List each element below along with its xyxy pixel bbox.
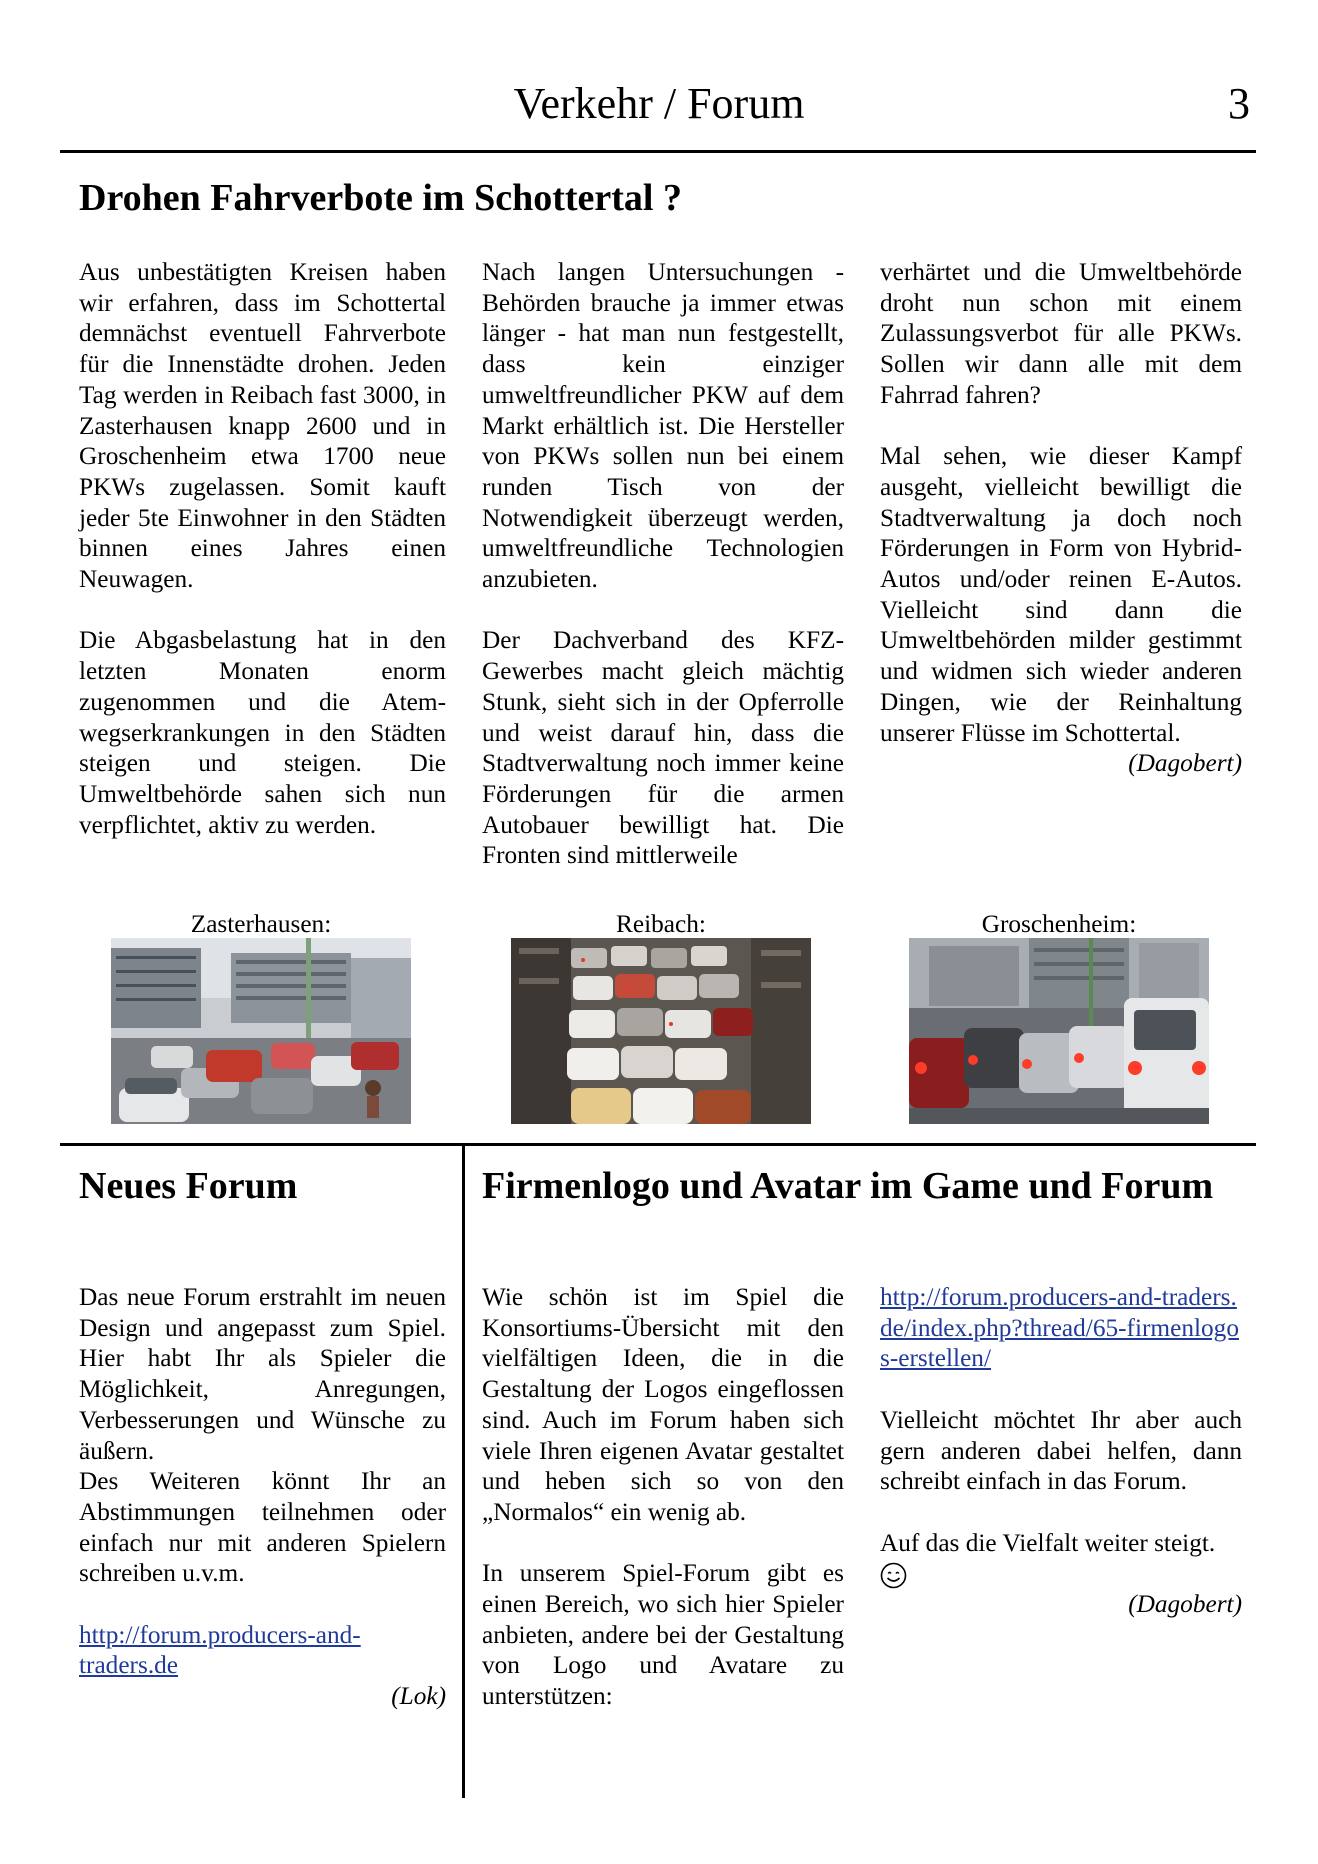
paragraph: Nach langen Untersuchungen - Behörden brauche ja immer etwas länger - hat man nun festgestellt, dass kein einziger umweltfreundlicher PKW auf dem Markt erhältlich ist. Die Hersteller von PKWs sollen nun bei einem runden Tisch von der Notwendigkeit überzeugt werden, umweltfreundliche Technologien anzubieten. (482, 258, 844, 594)
photo-caption-groschenheim: Groschenheim: (981, 910, 1137, 938)
firmenlogos-thread-link[interactable]: http://forum.producers-and-traders.de/index.php?thread/65-firmenlogos-erstellen/ (880, 1283, 1239, 1373)
paragraph: Wie schön ist im Spiel die Konsortiums-Übersicht mit den vielfältigen Ideen, die in die Gestaltung der Logos eingeflossen sind. Auch im Forum haben sich viele Ihren eigenen Avatar gestaltet und heben sich so von den „Normalos“ ein wenig ab. (482, 1283, 844, 1526)
article-neues-forum-title: Neues Forum (79, 1165, 298, 1207)
paragraph: Auf das die Vielfalt weiter steigt. (880, 1528, 1216, 1557)
paragraph: Mal sehen, wie dieser Kampf ausgeht, vielleicht bewilligt die Stadtverwaltung ja doch noch Förderungen in Form von Hybrid-Autos und/oder reinen E-Autos. Vielleicht sind dann die Umweltbehörden milder gestimmt und widmen sich wieder anderen Dingen, wie der Reinhaltung unserer Flüsse im Schottertal. (880, 442, 1242, 747)
author-signature: (Dagobert) (1128, 749, 1242, 778)
photo-caption-reibach: Reibach: (616, 910, 706, 938)
smiley-icon (880, 1562, 907, 1589)
section-divider-vertical (462, 1146, 465, 1798)
article-firmenlogo-title: Firmenlogo und Avatar im Game und Forum (482, 1165, 1214, 1207)
section-divider-horizontal (60, 1143, 1256, 1146)
article-fahrverbote-column-1 (79, 257, 446, 840)
page-number: 3 (1228, 79, 1250, 128)
photo-caption-zasterhausen: Zasterhausen: (190, 910, 332, 938)
paragraph: Die Abgasbelastung hat in den letzten Monaten enorm zugenommen und die Atem-wegserkrankungen in den Städten steigen und steigen. Die Umweltbehörde sahen sich nun verpflichtet, aktiv zu werden. (79, 626, 446, 839)
article-neues-forum-body (79, 1282, 446, 1743)
forum-link[interactable]: http://forum.producers-and-traders.de (79, 1620, 361, 1680)
article-firmenlogo-column-2 (880, 1282, 1242, 1650)
paragraph: In unserem Spiel-Forum gibt es einen Bereich, wo sich hier Spieler anbieten, andere bei der Gestaltung von Logo und Avatare zu unterstützen: (482, 1559, 844, 1711)
article-firmenlogo-column-1 (482, 1282, 844, 1712)
paragraph: Aus unbestätigten Kreisen haben wir erfahren, dass im Schottertal demnächst eventuell Fahrverbote für die Innenstädte drohen. Jeden Tag werden in Reibach fast 3000, in Zasterhausen knapp 2600 und in Groschenheim etwa 1700 neue PKWs zugelassen. Somit kauft jeder 5te Einwohner in den Städten binnen eines Jahres einen Neuwagen. (79, 258, 446, 594)
article-fahrverbote-title: Drohen Fahrverbote im Schottertal ? (79, 177, 682, 219)
photo-groschenheim-traffic (909, 938, 1209, 1124)
paragraph: Der Dachverband des KFZ-Gewerbes macht gleich mächtig Stunk, sieht sich in der Opferrolle und weist darauf hin, dass die Stadtverwaltung noch immer keine Förderungen für die armen Autobauer bewilligt hat. Die Fronten sind mittlerweile (482, 626, 844, 870)
header-rule (60, 150, 1256, 153)
article-fahrverbote-column-2 (482, 257, 844, 871)
paragraph: Das neue Forum erstrahlt im neuen Design und angepasst zum Spiel. Hier habt Ihr als Spieler die Möglichkeit, Anregungen, Verbesserungen und Wünsche zu äußern. (79, 1283, 446, 1465)
page-header-title: Verkehr / Forum (513, 79, 805, 128)
paragraph: Des Weiteren könnt Ihr an Abstimmungen teilnehmen oder einfach nur mit anderen Spielern schreiben u.v.m. (79, 1467, 446, 1588)
paragraph: Vielleicht möchtet Ihr aber auch gern anderen dabei helfen, dann schreibt einfach in das Forum. (880, 1405, 1242, 1496)
photo-reibach-traffic (511, 938, 811, 1124)
author-signature: (Dagobert) (1128, 1589, 1242, 1618)
paragraph: verhärtet und die Umweltbehörde droht nun schon mit einem Zulassungsverbot für alle PKWs. Sollen wir dann alle mit dem Fahrrad fahren? (880, 258, 1242, 409)
author-signature: (Lok) (391, 1682, 446, 1711)
photo-zasterhausen-traffic (111, 938, 411, 1124)
article-fahrverbote-column-3 (880, 257, 1242, 810)
